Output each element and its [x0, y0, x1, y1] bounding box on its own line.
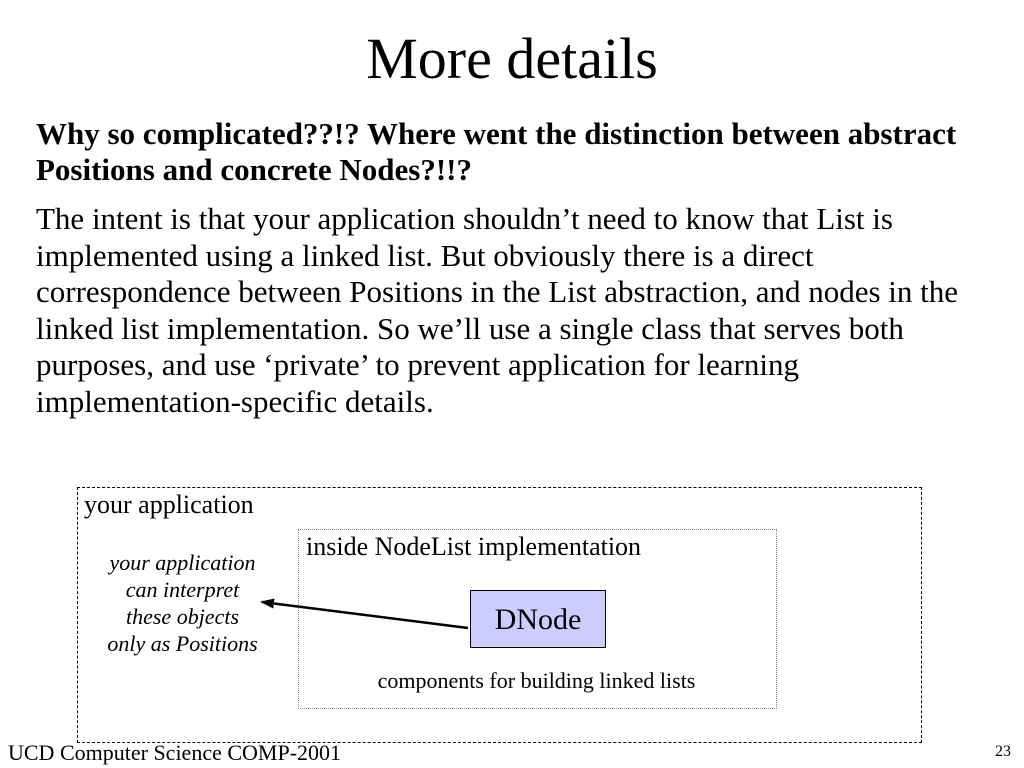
bold-question-paragraph: Why so complicated??!? Where went the distinction between abstract Positions and concrete Nodes?!!? — [36, 116, 957, 187]
side-note-line: can interpret — [125, 577, 240, 602]
components-label: components for building linked lists — [377, 668, 696, 693]
explanation-paragraph: The intent is that your application shouldn’t need to know that List is implemented using a linked list. But obviously there is a direct correspondence between Positions in the List abstraction, and nodes in the linked list implementation. So we’ll use a single class that serves both purposes, and use ‘private’ to prevent application for learning implementation-specific details. — [36, 201, 959, 419]
side-note-line: your application — [109, 550, 256, 575]
footer-course-label: UCD Computer Science COMP-2001 — [8, 740, 342, 765]
dnode-box: DNode — [470, 590, 606, 648]
application-box-label: your application — [84, 490, 254, 519]
page-number: 23 — [995, 743, 1011, 760]
side-note-line: these objects — [125, 604, 240, 629]
nodelist-box-label: inside NodeList implementation — [306, 532, 642, 561]
slide-title: More details — [366, 26, 658, 91]
side-note-line: only as Positions — [107, 631, 258, 656]
side-note — [80, 549, 285, 657]
